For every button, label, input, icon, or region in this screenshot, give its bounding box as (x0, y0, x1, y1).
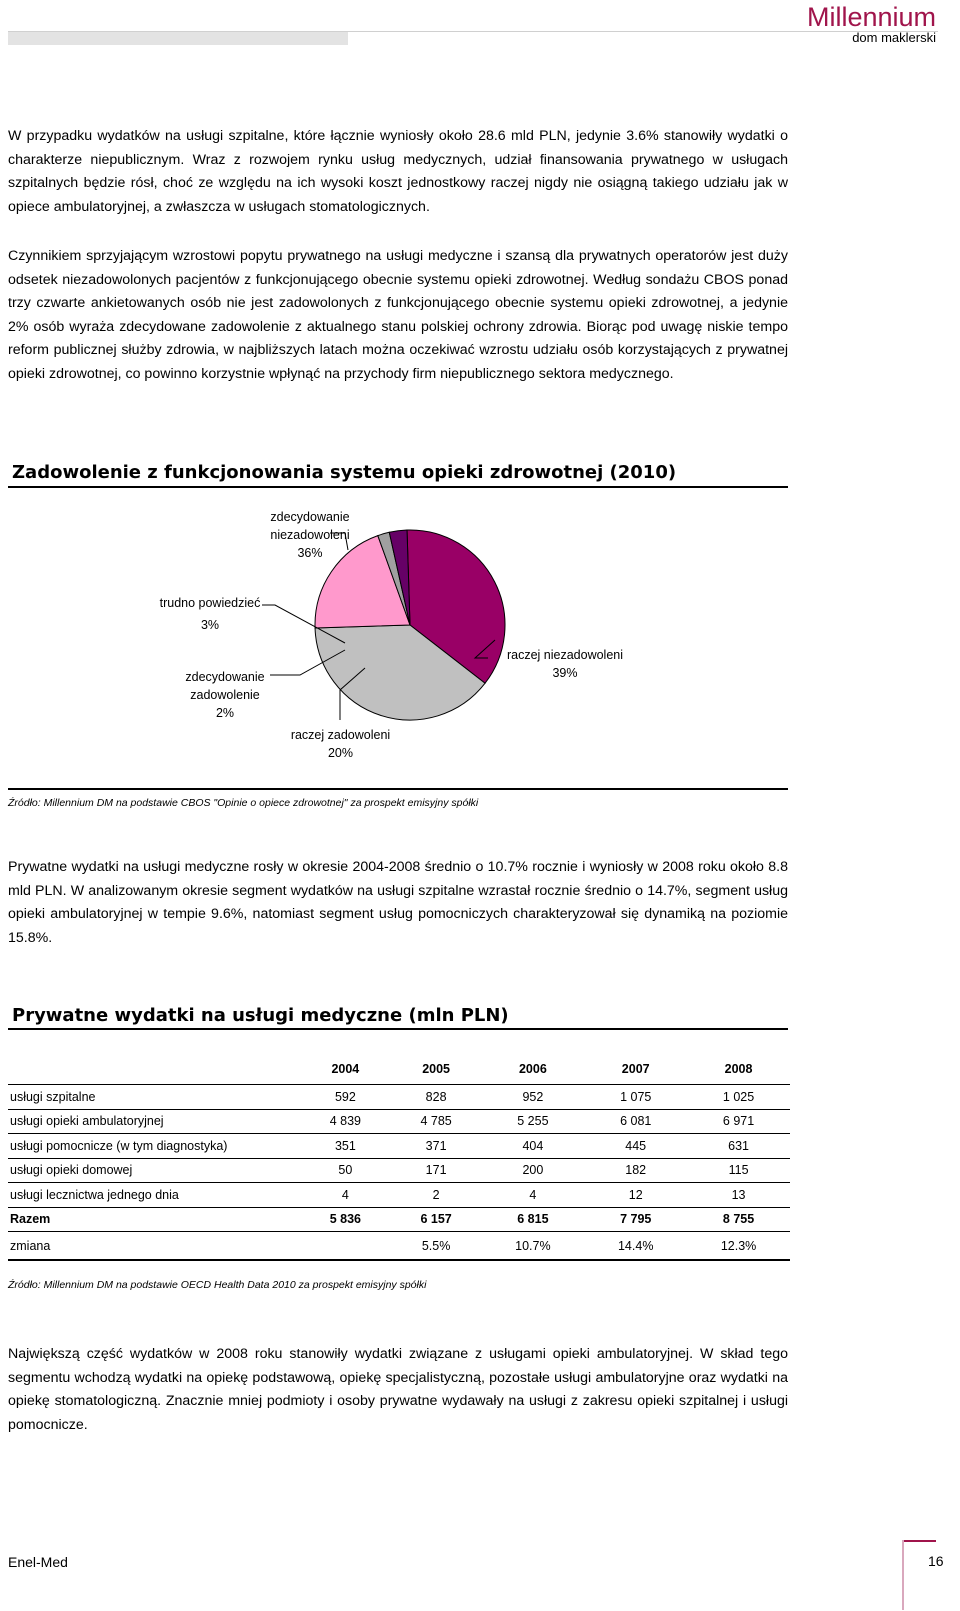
table-row (8, 1183, 790, 1208)
table-header-year: 2004 (331, 1062, 360, 1076)
table-total-row (8, 1207, 790, 1232)
table-cell: 8 755 (687, 1207, 790, 1232)
table-header-empty (8, 1054, 300, 1085)
footer-accent-vertical (902, 1540, 904, 1610)
table-row (8, 1109, 790, 1134)
table-cell: 6 815 (481, 1207, 584, 1232)
table-cell: 14.4% (584, 1232, 687, 1261)
paragraph-4: Największą część wydatków w 2008 roku stanowiły wydatki związane z usługami opieki ambulatoryjnej. W skład tego segmentu wchodzą wydatki na opiekę podstawową, opiekę specjalistyczną, pozostałe usługi ambulatoryjne oraz wydatki na opiekę stomatologiczną. Znacznie mniej podmioty i osoby prywatne wydawały na usługi z zakresu opieki szpitalnej i usługi pomocnicze. (8, 1346, 788, 1433)
table-cell: 200 (481, 1158, 584, 1183)
table-cell: 1 075 (584, 1085, 687, 1110)
table-cell: 371 (391, 1134, 482, 1159)
table-cell: 2 (391, 1183, 482, 1208)
table-cell: 5 836 (300, 1207, 391, 1232)
table-cell: 5.5% (391, 1232, 482, 1261)
table-cell: 4 (300, 1183, 391, 1208)
pie-label-raczej-zadowoleni: raczej zadowoleni 20% (290, 728, 391, 760)
table-cell (300, 1232, 391, 1261)
row-label: usługi opieki domowej (8, 1158, 300, 1183)
table-title: Prywatne wydatki na usługi medyczne (mln PLN) (12, 1005, 509, 1026)
pie-label-trudno-powiedziec: trudno powiedzieć 3% (159, 596, 261, 632)
table-header-year: 2007 (621, 1062, 650, 1076)
table-cell: 404 (481, 1134, 584, 1159)
table-cell: 6 157 (391, 1207, 482, 1232)
table-cell: 351 (300, 1134, 391, 1159)
table-title-rule (8, 1028, 788, 1030)
table-cell: 445 (584, 1134, 687, 1159)
table-cell: 115 (687, 1158, 790, 1183)
table-header-year: 2008 (724, 1062, 753, 1076)
page-number: 16 (928, 1553, 944, 1569)
paragraph-2: Czynnikiem sprzyjającym wzrostowi popytu prywatnego na usługi medyczne i szansą dla prywatnych operatorów jest duży odsetek niezadowolonych pacjentów z funkcjonującego obecnie systemu opieki zdrowotnej. Według sondażu CBOS ponad trzy czwarte ankietowanych osób nie jest zadowolonych z funkcjonującego obecnie systemu opieki zdrowotnej, a jedynie 2% osób wyraża zdecydowane zadowolenie z aktualnego stanu polskiej ochrony zdrowia. Biorąc pod uwagę niskie tempo reform publicznej służby zdrowia, w najbliższych latach można oczekiwać wzrostu udziału osób korzystających z prywatnej opieki zdrowotnej, co powinno korzystnie wpłynąć na przychody firm niepublicznego sektora medycznego. (8, 248, 788, 382)
paragraph-1: W przypadku wydatków na usługi szpitalne, które łącznie wyniosły około 28.6 mld PLN, jedynie 3.6% stanowiły wydatki o charakterze niepublicznym. Wraz z rozwojem rynku usług medycznych, udział finansowania prywatnego w usługach szpitalnych będzie rósł, choć ze względu na ich wysoki koszt jednostkowy raczej nigdy nie osiągną takiego udziału jak w opiece ambulatoryjnej, a zwłaszcza w usługach stomatologicznych. (8, 128, 788, 215)
expenses-table (8, 1054, 790, 1261)
table-cell: 6 971 (687, 1109, 790, 1134)
table-cell: 6 081 (584, 1109, 687, 1134)
row-label: Razem (8, 1207, 300, 1232)
table-cell: 631 (687, 1134, 790, 1159)
chart-source: Źródło: Millennium DM na podstawie CBOS "Opinie o opiece zdrowotnej" za prospekt emisyjny spółki (8, 797, 479, 809)
table-header-row (8, 1054, 790, 1085)
table-cell: 12 (584, 1183, 687, 1208)
table-header-year: 2005 (422, 1062, 450, 1076)
pie-label-zdecydowanie-niezadowoleni: zdecydowanie niezadowoleni 36% (270, 510, 350, 560)
row-label: zmiana (8, 1232, 300, 1261)
logo: Millennium (806, 2, 936, 32)
table-cell: 592 (300, 1085, 391, 1110)
table-cell: 13 (687, 1183, 790, 1208)
table-change-row (8, 1232, 790, 1261)
row-label: usługi pomocnicze (w tym diagnostyka) (8, 1134, 300, 1159)
table-row (8, 1085, 790, 1110)
pie-label-raczej-niezadowoleni: raczej niezadowoleni 39% (506, 648, 624, 680)
chart-source-rule (8, 788, 788, 790)
chart-title-rule (8, 486, 788, 488)
table-row (8, 1134, 790, 1159)
header-bar (8, 32, 348, 45)
table-cell: 4 (481, 1183, 584, 1208)
table-cell: 171 (391, 1158, 482, 1183)
table-cell: 828 (391, 1085, 482, 1110)
table-cell: 182 (584, 1158, 687, 1183)
table-cell: 10.7% (481, 1232, 584, 1261)
table-cell: 7 795 (584, 1207, 687, 1232)
table-cell: 4 839 (300, 1109, 391, 1134)
table-cell: 1 025 (687, 1085, 790, 1110)
paragraph-3: Prywatne wydatki na usługi medyczne rosły w okresie 2004-2008 średnio o 10.7% rocznie i wyniosły w 2008 roku około 8.8 mld PLN. W analizowanym okresie segment wydatków na usługi szpitalne wzrastał rocznie średnio o 14.7%, segment usług opieki ambulatoryjnej w tempie 9.6%, natomiast segment usług pomocniczych charakteryzował się dynamiką na poziomie 15.8%. (8, 859, 788, 946)
table-cell: 4 785 (391, 1109, 482, 1134)
footer-accent-rule (902, 1540, 936, 1542)
table-cell: 5 255 (481, 1109, 584, 1134)
chart-title: Zadowolenie z funkcjonowania systemu opieki zdrowotnej (2010) (12, 462, 677, 483)
footer-company: Enel-Med (8, 1554, 68, 1570)
pie-label-zdecydowanie-zadowolenie: zdecydowanie zadowolenie 2% (185, 670, 265, 720)
table-cell: 12.3% (687, 1232, 790, 1261)
row-label: usługi opieki ambulatoryjnej (8, 1109, 300, 1134)
table-cell: 952 (481, 1085, 584, 1110)
logo-subtitle: dom maklerski (852, 30, 936, 45)
table-source: Źródło: Millennium DM na podstawie OECD Health Data 2010 za prospekt emisyjny spółki (8, 1279, 427, 1291)
table-header-year: 2006 (518, 1062, 547, 1076)
table-row (8, 1158, 790, 1183)
row-label: usługi lecznictwa jednego dnia (8, 1183, 300, 1208)
row-label: usługi szpitalne (8, 1085, 300, 1110)
pie-chart (0, 490, 800, 820)
table-cell: 50 (300, 1158, 391, 1183)
